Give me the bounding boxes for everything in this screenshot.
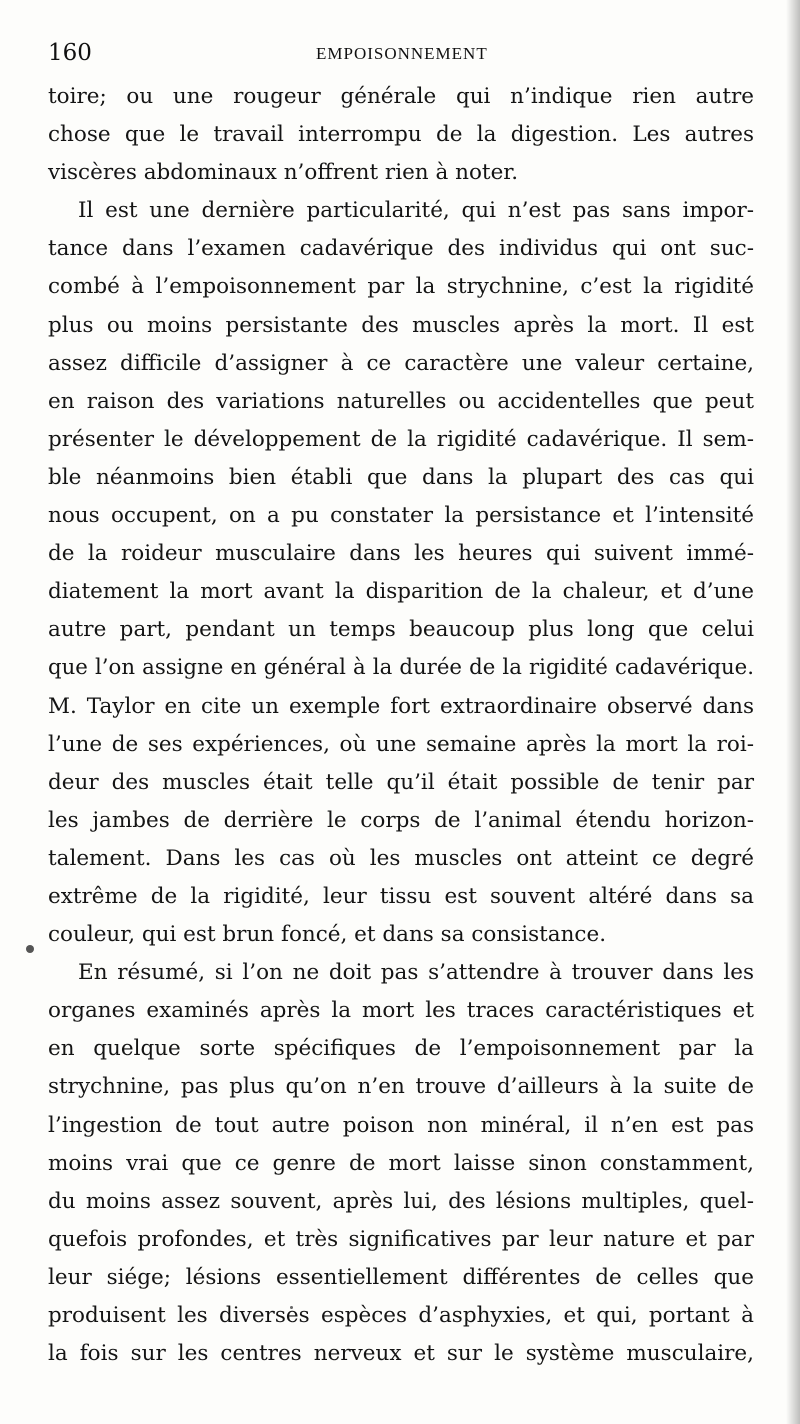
text-line: M. Taylor en cite un exemple fort extraordinaire observé dans: [48, 693, 754, 719]
body-text: [48, 78, 754, 1373]
text-line: couleur, qui est brun foncé, et dans sa consistance.: [48, 922, 607, 948]
text-line: chose que le travail interrompu de la digestion. Les autres: [48, 122, 754, 148]
text-line: Il est une dernière particularité, qui n’est pas sans impor-: [78, 198, 754, 224]
text-line: assez difficile d’assigner à ce caractère une valeur certaine,: [48, 350, 754, 376]
text-line: l’ingestion de tout autre poison non minéral, il n’en est pas: [48, 1112, 754, 1138]
page-number: 160: [48, 40, 92, 66]
text-line: produisent les diverses espèces d’asphyxies, et qui, portant à: [48, 1303, 754, 1328]
text-line: organes examinés après la mort les traces caractéristiques et: [48, 998, 754, 1024]
text-line: diatement la mort avant la disparition de la chaleur, et d’une: [48, 579, 754, 605]
text-line: l’une de ses expériences, où une semaine après la mort la roi-: [48, 731, 754, 757]
text-line: présenter le développement de la rigidité cadavérique. Il sem-: [48, 426, 754, 452]
text-line: quefois profondes, et très significatives par leur nature et par: [48, 1226, 754, 1252]
running-head: [48, 40, 748, 74]
text-line: autre part, pendant un temps beaucoup plus long que celui: [48, 617, 754, 643]
text-line: plus ou moins persistante des muscles après la mort. Il est: [48, 312, 754, 338]
text-line: viscères abdominaux n’offrent rien à noter.: [48, 160, 519, 186]
running-title: EMPOISONNEMENT: [316, 44, 488, 63]
text-line: en raison des variations naturelles ou accidentelles que peut: [48, 388, 754, 414]
text-line: nous occupent, on a pu constater la persistance et l’intensité: [48, 503, 754, 529]
page-edge-shadow: [786, 0, 800, 1424]
text-line: la fois sur les centres nerveux et sur le système musculaire,: [48, 1341, 754, 1367]
text-line: de la roideur musculaire dans les heures qui suivent immé-: [48, 541, 754, 567]
text-line: leur siége; lésions essentiellement différentes de celles que: [48, 1264, 754, 1290]
text-line: tance dans l’examen cadavérique des individus qui ont suc-: [48, 236, 754, 262]
text-line: les jambes de derrière le corps de l’animal étendu horizon-: [48, 807, 754, 833]
text-line: talement. Dans les cas où les muscles ont atteint ce degré: [48, 845, 754, 871]
text-line: extrême de la rigidité, leur tissu est souvent altéré dans sa: [48, 883, 754, 909]
text-line: que l’on assigne en général à la durée de la rigidité cadavérique.: [48, 655, 754, 681]
text-line: En résumé, si l’on ne doit pas s’attendre à trouver dans les: [78, 960, 754, 986]
text-line: du moins assez souvent, après lui, des lésions multiples, quel-: [48, 1188, 754, 1214]
text-line: deur des muscles était telle qu’il était possible de tenir par: [48, 769, 754, 795]
text-line: toire; ou une rougeur générale qui n’indique rien autre: [48, 84, 754, 109]
text-line: en quelque sorte spécifiques de l’empoisonnement par la: [48, 1036, 754, 1062]
text-line: ble néanmoins bien établi que dans la plupart des cas qui: [48, 464, 754, 490]
text-line: moins vrai que ce genre de mort laisse sinon constamment,: [48, 1150, 754, 1176]
text-line: strychnine, pas plus qu’on n’en trouve d’ailleurs à la suite de: [48, 1074, 754, 1100]
margin-mark: [26, 945, 34, 953]
text-line: combé à l’empoisonnement par la strychnine, c’est la rigidité: [48, 274, 754, 300]
